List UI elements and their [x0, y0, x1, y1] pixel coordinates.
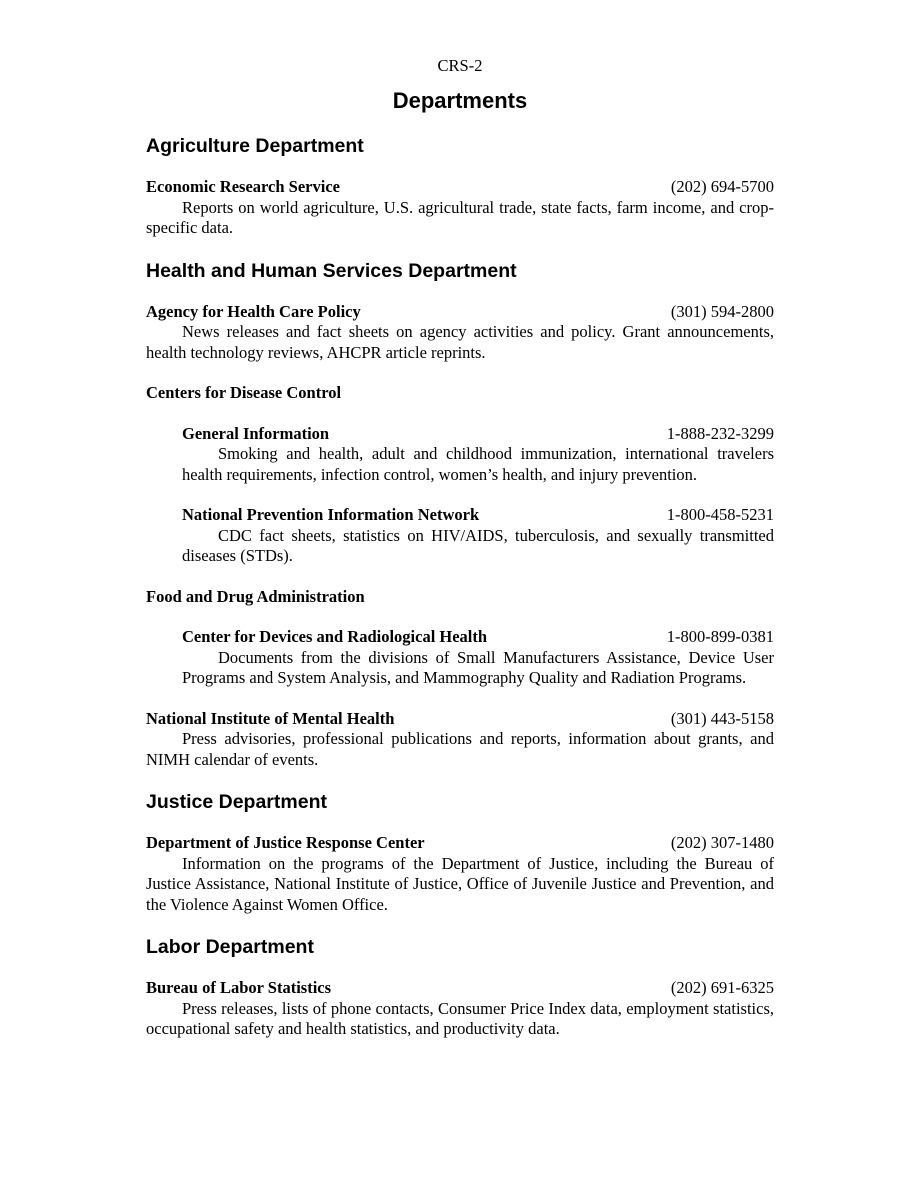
department-agriculture [146, 134, 774, 239]
entry-name: Bureau of Labor Statistics [146, 978, 332, 997]
entry-name: Economic Research Service [146, 177, 340, 196]
group-centers-for-disease-control [146, 383, 774, 567]
entry-phone: 1-800-458-5231 [666, 505, 774, 524]
entry-doj-response-center [146, 833, 774, 915]
department-heading: Justice Department [146, 791, 327, 813]
entry-description: Smoking and health, adult and childhood immunization, international travelers health requirements, infection control, women’s health, and injury prevention. [182, 444, 774, 484]
entry-agency-for-health-care-policy [146, 302, 774, 364]
entry-phone: 1-800-899-0381 [666, 627, 774, 646]
page-number: CRS-2 [437, 56, 483, 75]
entry-name: Center for Devices and Radiological Health [182, 627, 488, 646]
entry-general-information [182, 424, 774, 486]
entry-phone: (301) 443-5158 [670, 708, 774, 728]
group-heading: Centers for Disease Control [146, 383, 342, 402]
entry-name: Department of Justice Response Center [146, 833, 425, 852]
entry-national-institute-of-mental-health [146, 709, 774, 771]
department-heading: Health and Human Services Department [146, 259, 517, 282]
entry-economic-research-service [146, 177, 774, 239]
document-page [146, 56, 774, 1060]
entry-bureau-of-labor-statistics [146, 978, 774, 1040]
entry-phone: 1-888-232-3299 [666, 423, 774, 443]
department-justice [146, 790, 774, 915]
entry-name: National Prevention Information Network [182, 505, 480, 524]
entry-description: Press advisories, professional publications and reports, information about grants, and NIMH calendar of events. [146, 729, 774, 769]
department-heading: Agriculture Department [146, 135, 364, 157]
department-labor [146, 935, 774, 1040]
entry-phone: (301) 594-2800 [670, 301, 774, 321]
department-heading: Labor Department [146, 936, 314, 958]
entry-description: Press releases, lists of phone contacts, Consumer Price Index data, employment statistics, occupational safety and health statistics, and productivity data. [146, 998, 774, 1038]
entry-national-prevention-information-network [182, 505, 774, 567]
entry-name: Agency for Health Care Policy [146, 301, 361, 321]
entry-phone: (202) 307-1480 [670, 833, 774, 852]
department-health-human-services [146, 259, 774, 771]
page-title: Departments [392, 88, 528, 113]
entry-phone: (202) 694-5700 [670, 177, 774, 196]
entry-description: Reports on world agriculture, U.S. agricultural trade, state facts, farm income, and crop-specific data. [146, 197, 774, 237]
group-food-and-drug-administration [146, 587, 774, 689]
entry-description: Information on the programs of the Department of Justice, including the Bureau of Justice Assistance, National Institute of Justice, Office of Juvenile Justice and Prevention, and the Violence Against Women Office. [146, 853, 774, 914]
entry-description: Documents from the divisions of Small Manufacturers Assistance, Device User Programs and System Analysis, and Mammography Quality and Radiation Programs. [182, 647, 774, 687]
entry-description: News releases and fact sheets on agency activities and policy. Grant announcements, health technology reviews, AHCPR article reprints. [146, 322, 774, 362]
entry-description: CDC fact sheets, statistics on HIV/AIDS, tuberculosis, and sexually transmitted diseases (STDs). [182, 525, 774, 565]
entry-center-for-devices-radiological-health [182, 627, 774, 689]
entry-name: General Information [182, 423, 330, 443]
group-heading: Food and Drug Administration [146, 586, 365, 606]
entry-name: National Institute of Mental Health [146, 708, 395, 728]
entry-phone: (202) 691-6325 [670, 978, 774, 997]
